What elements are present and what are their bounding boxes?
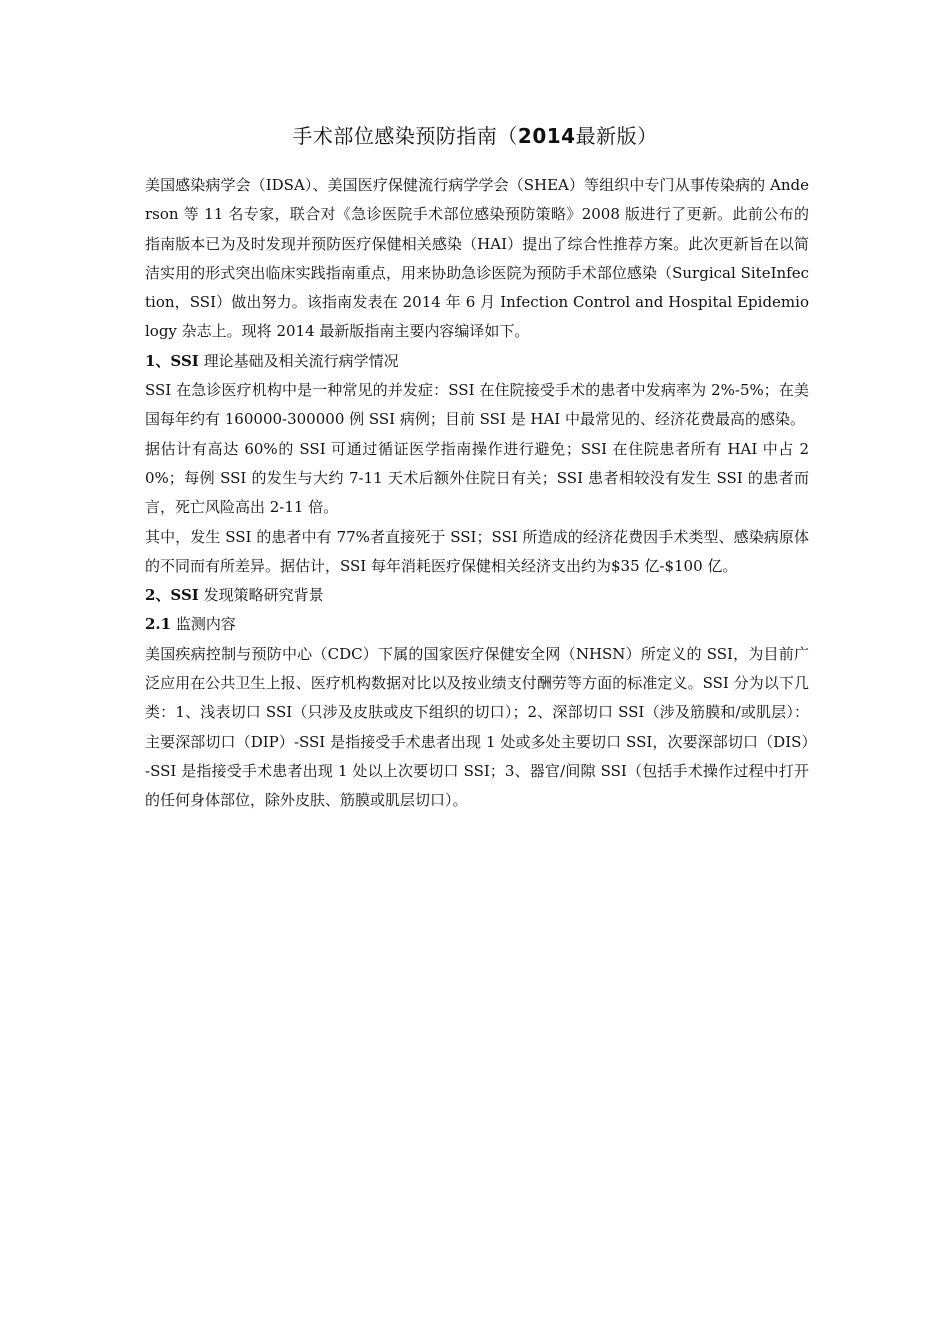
page-title bbox=[0, 120, 950, 152]
section-2-1-paragraph: 美国疾病控制与预防中心（CDC）下属的国家医疗保健安全网（NHSN）所定义的 SSI，为目前广泛应用在公共卫生上报、医疗机构数据对比以及按业绩支付酬劳等方面的标准定义。SSI 分为以下几类：1、浅表切口 SSI（只涉及皮肤或皮下组织的切口）；2、深部切口 SSI（涉及筋膜和/或肌层）：主要深部切口（DIP）-SSI 是指接受手术患者出现 1 处或多处主要切口 SSI，次要深部切口（DIS）-SSI 是指接受手术患者出现 1 处以上次要切口 SSI；3、器官/间隙 SSI（包括手术操作过程中打开的任何身体部位，除外皮肤、筋膜或肌层切口）。 bbox=[145, 644, 809, 810]
intro-paragraph: 美国感染病学会（IDSA）、美国医疗保健流行病学学会（SHEA）等组织中专门从事传染病的 Anderson 等 11 名专家，联合对《急诊医院手术部位感染预防策略》2008 版进行了更新。此前公布的指南版本已为及时发现并预防医疗保健相关感染（HAI）提出了综合性推荐方案。此次更新旨在以简洁实用的形式突出临床实践指南重点，用来协助急诊医院为预防手术部位感染（Surgical SiteInfection，SSI）做出努力。该指南发表在 2014 年 6 月 Infection Control and Hospital Epidemiology 杂志上。现将 2014 最新版指南主要内容编译如下。 bbox=[145, 176, 809, 341]
section-1-heading bbox=[145, 347, 809, 376]
title-prefix: 手术部位感染预防指南（ bbox=[292, 124, 518, 148]
section-2-heading bbox=[145, 581, 809, 610]
section-2-1-title: 监测内容 bbox=[171, 615, 236, 634]
section-1-paragraph-1: SSI 在急诊医疗机构中是一种常见的并发症：SSI 在住院接受手术的患者中发病率为 2%-5%；在美国每年约有 160000-300000 例 SSI 病例；目前 SSI 是 HAI 中最常见的、经济花费最高的感染。 bbox=[145, 381, 809, 429]
section-2-number: 2、SSI bbox=[145, 586, 199, 605]
section-1-paragraph-3: 其中，发生 SSI 的患者中有 77%者直接死于 SSI；SSI 所造成的经济花费因手术类型、感染病原体的不同而有所差异。据估计，SSI 每年消耗医疗保健相关经济支出约为$35 亿-$100 亿。 bbox=[145, 527, 809, 575]
title-suffix: 最新版） bbox=[575, 124, 658, 148]
section-1-number: 1、SSI bbox=[145, 351, 199, 370]
section-2-1-heading bbox=[145, 610, 809, 639]
section-2-title: 发现策略研究背景 bbox=[198, 586, 324, 605]
section-2-1-number: 2.1 bbox=[145, 615, 172, 634]
section-1-title: 理论基础及相关流行病学情况 bbox=[198, 351, 399, 370]
document-body bbox=[145, 171, 809, 816]
title-year: 2014 bbox=[517, 124, 576, 148]
section-1-paragraph-2: 据估计有高达 60%的 SSI 可通过循证医学指南操作进行避免；SSI 在住院患者所有 HAI 中占 20%；每例 SSI 的发生与大约 7-11 天术后额外住院日有关；SSI 患者相较没有发生 SSI 的患者而言，死亡风险高出 2-11 倍。 bbox=[145, 439, 809, 517]
